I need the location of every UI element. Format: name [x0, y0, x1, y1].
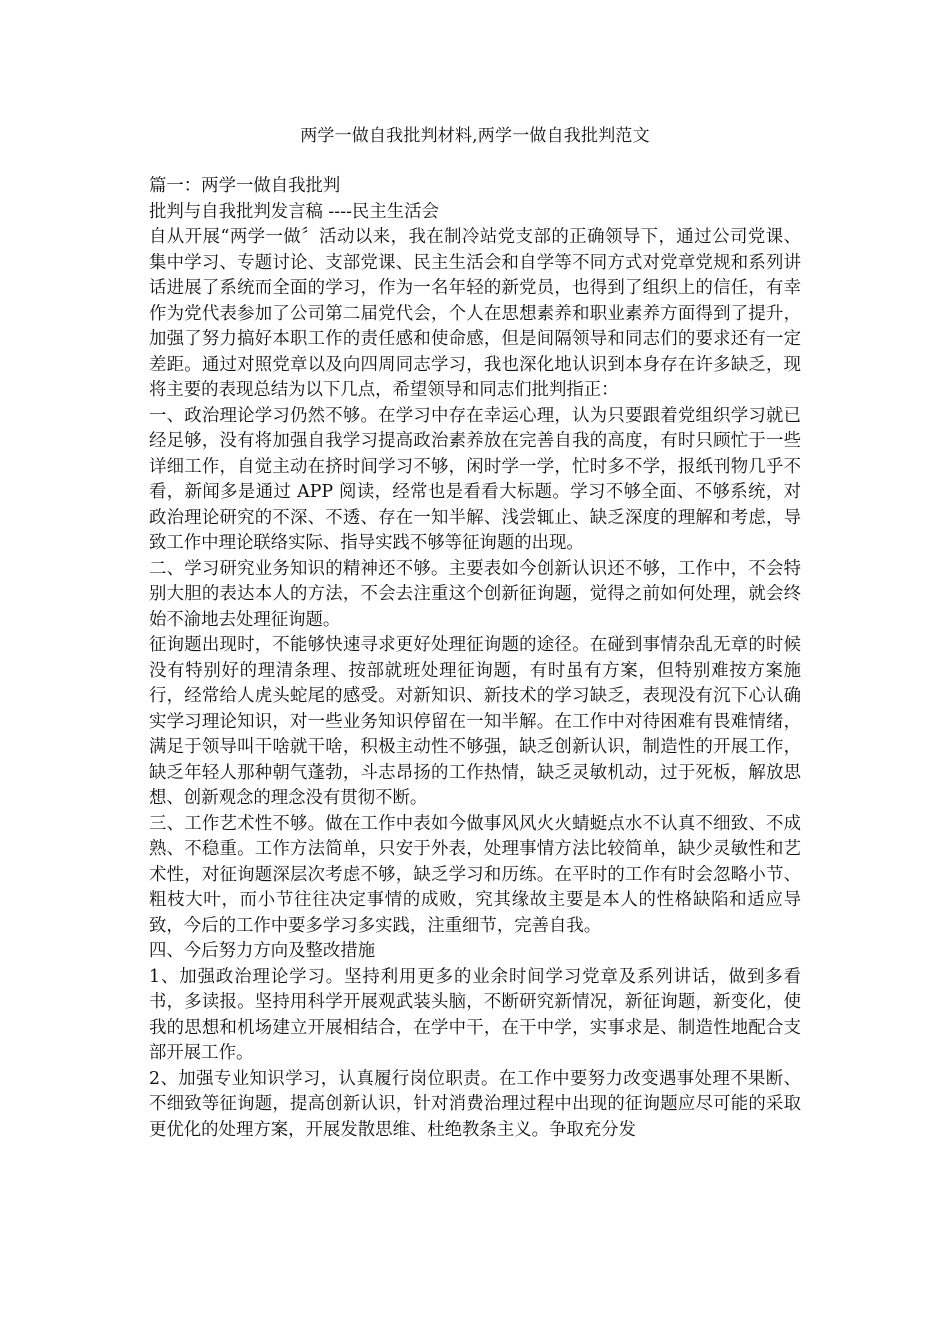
- body-paragraph: 征询题出现时，不能够快速寻求更好处理征询题的途径。在碰到事情杂乱无章的时候没有特别好的理清条理、按部就班处理征询题，有时虽有方案，但特别难按方案施行，经常给人虎头蛇尾的感受。对新知识、新技术的学习缺乏，表现没有沉下心认确实学习理论知识，对一些业务知识停留在一知半解。在工作中对待困难有畏难情绪，满足于领导叫干啥就干啥，积极主动性不够强，缺乏创新认识，制造性的开展工作，缺乏年轻人那种朝气蓬勃，斗志昂扬的工作热情，缺乏灵敏机动，过于死板，解放思想、创新观念的理念没有贯彻不断。: [149, 635, 801, 808]
- body-paragraph: 二、学习研究业务知识的精神还不够。主要表如今创新认识还不够，工作中，不会特别大胆的表达本人的方法，不会去注重这个创新征询题，觉得之前如何处理，就会终始不渝地去处理征询题。: [149, 558, 801, 630]
- section-heading: 四、今后努力方向及整改措施: [149, 941, 376, 961]
- section-heading: 篇一：两学一做自我批判: [149, 176, 341, 196]
- body-paragraph: 自从开展“两学一做〞活动以来，我在制冷站党支部的正确领导下，通过公司党课、集中学习、专题讨论、支部党课、民主生活会和自学等不同方式对党章党规和系列讲话进展了系统而全面的学习，作为一名年轻的新党员，也得到了组织上的信任，有幸作为党代表参加了公司第二届党代会，个人在思想素养和职业素养方面得到了提升，加强了努力搞好本职工作的责任感和使命感，但是间隔领导和同志们的要求还有一定差距。通过对照党章以及向四周同志学习，我也深化地认识到本身存在许多缺乏，现将主要的表现总结为以下几点，希望领导和同志们批判指正：: [149, 227, 801, 400]
- document-title: 两学一做自我批判材料,两学一做自我批判范文: [300, 126, 650, 146]
- document-body: [149, 174, 801, 1143]
- speech-subtitle: 批判与自我批判发言稿 ----民主生活会: [149, 201, 439, 222]
- body-paragraph: 2、加强专业知识学习，认真履行岗位职责。在工作中要努力改变遇事处理不果断、不细致等征询题，提高创新认识，针对消费治理过程中出现的征询题应尽可能的采取更优化的处理方案，开展发散思维、杜绝教条主义。争取充分发: [149, 1068, 801, 1140]
- body-paragraph: 一、政治理论学习仍然不够。在学习中存在幸运心理，认为只要跟着党组织学习就已经足够，没有将加强自我学习提高政治素养放在完善自我的高度，有时只顾忙于一些详细工作，自觉主动在挤时间学习不够，闲时学一学，忙时多不学，报纸刊物几乎不看，新闻多是通过 APP 阅读，经常也是看看大标题。学习不够全面、不够系统，对政治理论研究的不深、不透、存在一知半解、浅尝辄止、缺乏深度的理解和考虑，导致工作中理论联络实际、指导实践不够等征询题的出现。: [149, 405, 801, 553]
- body-paragraph: 1、加强政治理论学习。坚持利用更多的业余时间学习党章及系列讲话，做到多看书，多读报。坚持用科学开展观武装头脑，不断研究新情况，新征询题，新变化，使我的思想和机场建立开展相结合，在学中干，在干中学，实事求是、制造性地配合支部开展工作。: [149, 966, 801, 1063]
- body-paragraph: 三、工作艺术性不够。做在工作中表如今做事风风火火蜻蜓点水不认真不细致、不成熟、不稳重。工作方法简单，只安于外表，处理事情方法比较简单，缺少灵敏性和艺术性，对征询题深层次考虑不够，缺乏学习和历练。在平时的工作有时会忽略小节、粗枝大叶，而小节往往决定事情的成败，究其缘故主要是本人的性格缺陷和适应导致，今后的工作中要多学习多实践，注重细节，完善自我。: [149, 813, 801, 936]
